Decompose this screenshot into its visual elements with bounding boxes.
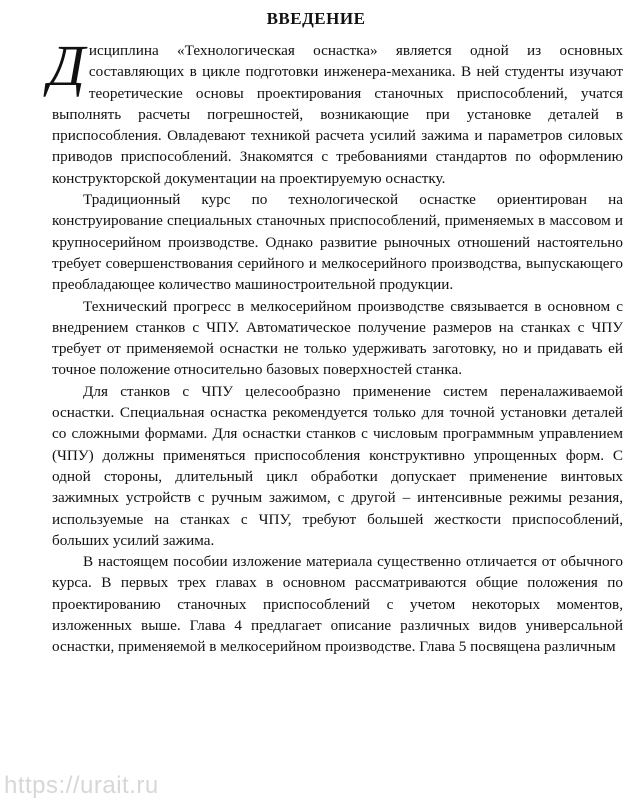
watermark-url: https://urait.ru <box>4 772 159 799</box>
paragraph-2: Традиционный курс по технологической оснастке ориентирован на конструирование специальных станочных приспособлений, применяемых в массовом и крупносерийном производстве. Однако развитие рыночных отношений настоятельно требует совершенствования серийного и мелкосерийного производства, выпускающего преобладающее количество машиностроительной продукции. <box>52 191 623 294</box>
paragraph-3: Технический прогресс в мелкосерийном производстве связывается в основном с внедрением станков с ЧПУ. Автоматическое получение размеров на станках с ЧПУ требует от применяемой оснастки не только удерживать заготовку, но и придавать ей точное положение относительно базовых поверхностей станка. <box>52 297 623 379</box>
drop-cap: Д <box>48 33 85 98</box>
paragraph-1 <box>48 33 623 189</box>
page-title: ВВЕДЕНИЕ <box>266 9 366 28</box>
document-body <box>48 33 623 658</box>
paragraph-4: Для станков с ЧПУ целесообразно применение систем переналаживаемой оснастки. Специальная оснастка рекомендуется только для точной установки деталей со сложными формами. Для оснастки станков с числовым программным управлением (ЧПУ) должны применяться приспособления конструктивно упрощенных форм. С одной стороны, длительный цикл обработки допускает применение винтовых зажимных устройств с ручным зажимом, с другой – интенсивные режимы резания, используемые на станках с ЧПУ, требуют большей жесткости приспособлений, больших усилий зажима. <box>52 382 623 549</box>
paragraph-5: В настоящем пособии изложение материала существенно отличается от обычного курса. В первых трех главах в основном рассматриваются общие положения по проектированию станочных приспособлений с учетом некоторых моментов, изложенных выше. Глава 4 предлагает описание различных видов универсальной оснастки, применяемой в мелкосерийном производстве. Глава 5 посвящена различным <box>52 553 623 656</box>
paragraph-1-text: исциплина «Технологическая оснастка» является одной из основных составляющих в цикле подготовки инженера-механика. В ней студенты изучают теоретические основы проектирования станочных приспособлений, учатся выполнять расчеты погрешностей, возникающие при установке деталей в приспособления. Овладевают техникой расчета усилий зажима и параметров силовых приводов приспособлений. Знакомятся с требованиями стандартов по оформлению конструкторской документации на проектируемую оснастку. <box>52 42 623 187</box>
